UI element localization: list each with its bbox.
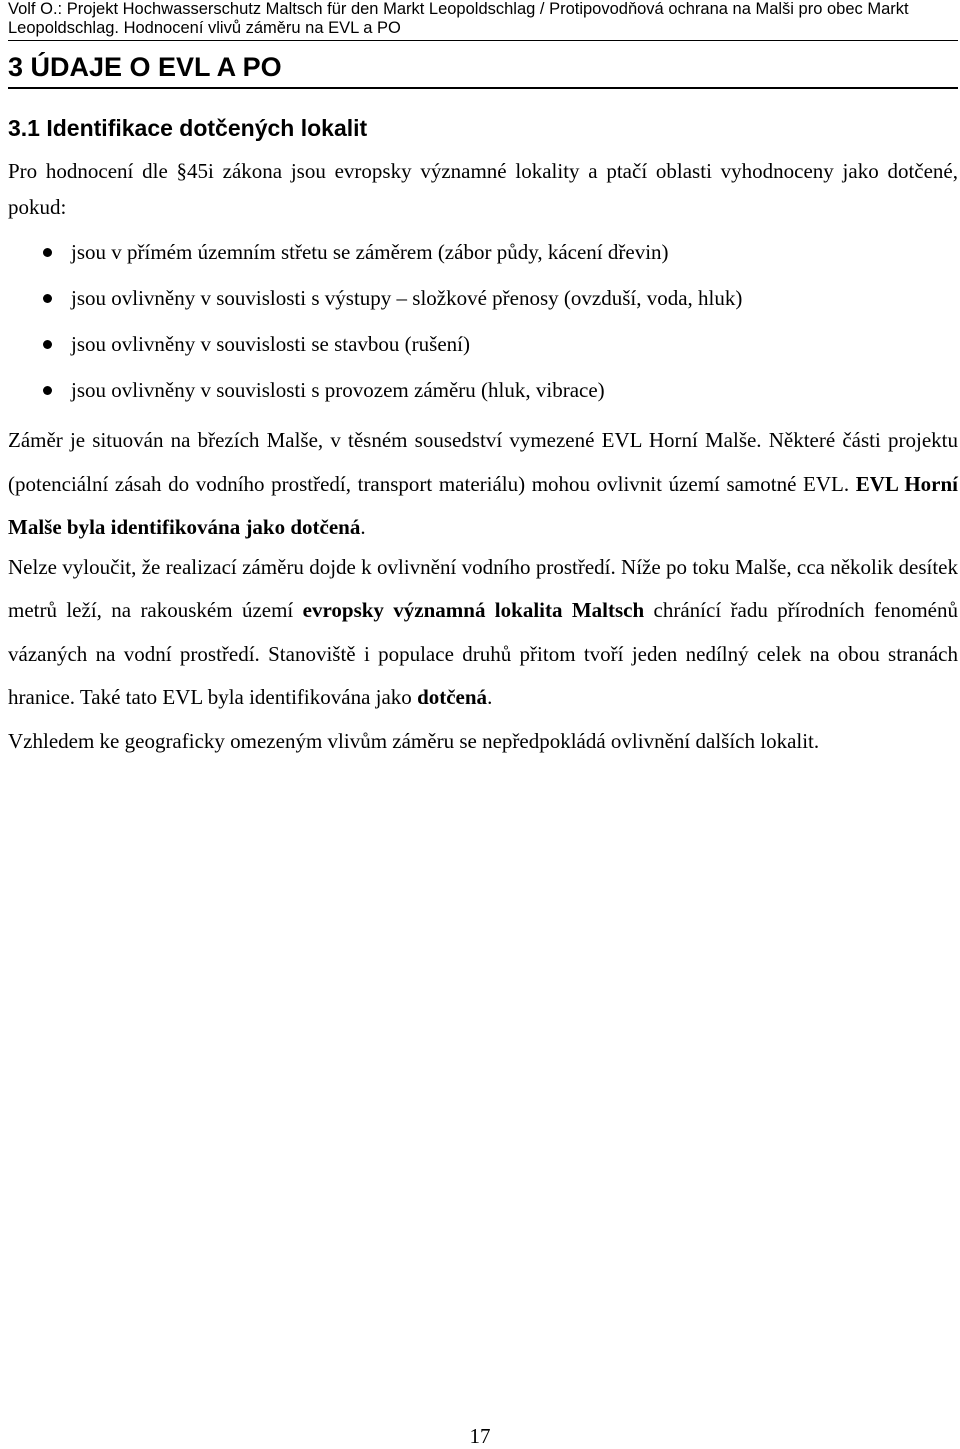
bullet-icon [43,340,52,349]
section-heading: 3 ÚDAJE O EVL A PO [8,50,958,89]
subsection-heading: 3.1 Identifikace dotčených lokalit [8,115,368,141]
bold-dotcena: dotčená [417,685,488,709]
paragraph-maltsch: Nelze vyloučit, že realizací záměru dojde k ovlivnění vodního prostředí. Níže po toku Malše, cca několik desítek metrů leží, na rakouském území evropsky významná lokalita Maltsch chránící řadu přírodních fenoménů vázaných na vodní prostředí. Stanoviště i populace druhů přitom tvoří jeden nedílný celek na obou stranách hranice. Také tato EVL byla identifikována jako dotčená. [8,554,958,709]
header-line-1: Volf O.: Projekt Hochwasserschutz Maltsch für den Markt Leopoldschlag / Protipovodňová ochrana na Malši pro obec Markt [8,0,909,18]
bullet-icon [43,386,52,395]
bold-evl-identified: EVL Horní Malše byla identifikována jako dotčená [8,471,958,539]
list-item: jsou ovlivněny v souvislosti s výstupy – složkové přenosy (ovzduší, voda, hluk) [8,275,958,321]
list-item: jsou ovlivněny v souvislosti se stavbou (rušení) [8,321,958,367]
paragraph-other-sites: Vzhledem ke geograficky omezeným vlivům záměru se nepředpokládá ovlivnění dalších lokalit. [8,728,820,753]
header-line-2: Leopoldschlag. Hodnocení vlivů záměru na EVL a PO [8,19,401,37]
list-item: jsou ovlivněny v souvislosti s provozem záměru (hluk, vibrace) [8,367,958,413]
criteria-list [8,229,958,413]
bullet-icon [43,248,52,257]
page-number: 17 [469,1424,491,1448]
bullet-icon [43,294,52,303]
paragraph-evl-horni-malse: Záměr je situován na březích Malše, v těsném sousedství vymezené EVL Horní Malše. Některé části projektu (potenciální zásah do vodního prostředí, transport materiálu) mohou ovlivnit území samotné EVL. EVL Horní Malše byla identifikována jako dotčená. [8,428,958,539]
bold-maltsch: evropsky významná lokalita Maltsch [302,598,645,622]
running-header [8,0,958,41]
intro-paragraph: Pro hodnocení dle §45i zákona jsou evropsky významné lokality a ptačí oblasti vyhodnoceny jako dotčené, pokud: [8,159,958,219]
list-item: jsou v přímém územním střetu se záměrem (zábor půdy, kácení dřevin) [8,229,958,275]
document-body [8,153,958,763]
